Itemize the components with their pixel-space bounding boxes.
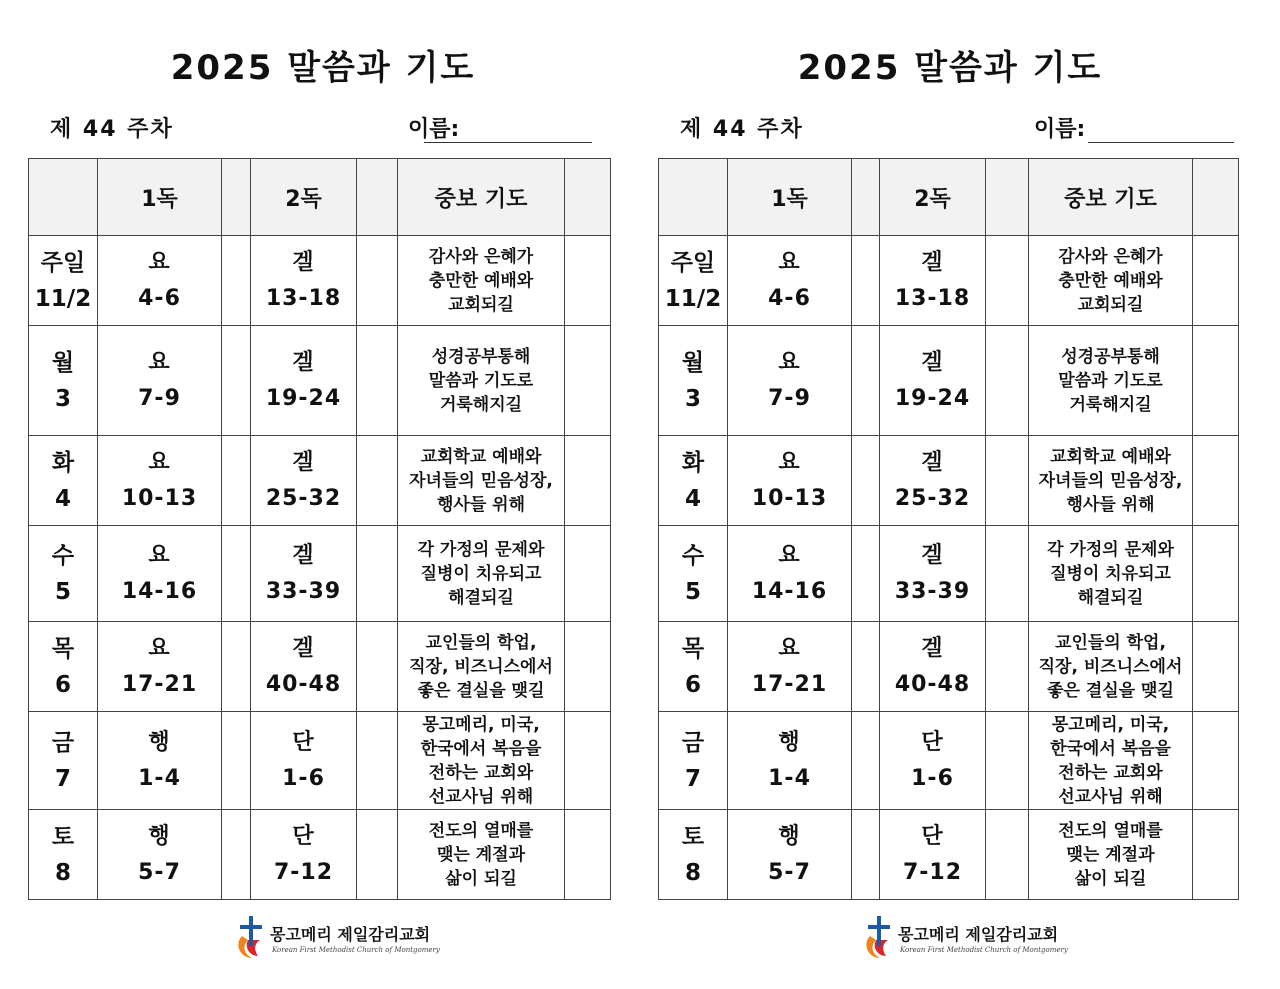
column-header xyxy=(852,159,880,236)
prayer-line: 교인들의 학업, xyxy=(425,632,537,653)
prayer-cell xyxy=(398,236,565,326)
reading-2-check xyxy=(986,436,1029,526)
prayer-check xyxy=(1193,236,1239,326)
prayer-line: 교인들의 학업, xyxy=(1055,632,1166,653)
day-cell xyxy=(659,712,728,810)
reading-2-check xyxy=(357,526,398,622)
prayer-line: 해결되길 xyxy=(448,587,514,608)
prayer-line: 감사와 은혜가 xyxy=(428,246,534,267)
reading-2-book: 단 xyxy=(292,823,315,849)
reading-1-range: 10-13 xyxy=(751,485,828,511)
prayer-line: 감사와 은혜가 xyxy=(1058,246,1163,267)
day-cell xyxy=(29,436,98,526)
prayer-line: 한국에서 복음을 xyxy=(1050,738,1171,759)
day-cell xyxy=(29,526,98,622)
reading-table xyxy=(28,158,611,900)
day-cell xyxy=(29,326,98,436)
reading-2-range: 33-39 xyxy=(894,578,971,604)
table-row xyxy=(659,810,1239,900)
prayer-line: 교회되길 xyxy=(448,294,514,315)
reading-2-range: 13-18 xyxy=(265,285,342,311)
day-date: 5 xyxy=(684,578,701,605)
reading-1-cell xyxy=(98,526,222,622)
reading-1-cell xyxy=(98,326,222,436)
prayer-line: 몽고메리, 미국, xyxy=(1051,714,1170,735)
table-row xyxy=(29,326,611,436)
day-name: 목 xyxy=(51,635,75,662)
reading-1-cell xyxy=(728,622,852,712)
reading-1-book: 요 xyxy=(778,349,801,375)
day-date: 3 xyxy=(54,385,71,412)
reading-1-range: 14-16 xyxy=(751,578,828,604)
reading-1-check xyxy=(852,712,880,810)
reading-1-book: 요 xyxy=(148,449,171,475)
column-header: 중보 기도 xyxy=(398,159,565,236)
prayer-line: 전도의 열매를 xyxy=(428,820,534,841)
reading-2-range: 33-39 xyxy=(265,578,342,604)
column-header: 중보 기도 xyxy=(1029,159,1193,236)
table-body xyxy=(29,236,611,900)
prayer-line: 각 가정의 문제와 xyxy=(1047,539,1174,560)
day-cell xyxy=(659,526,728,622)
reading-1-book: 행 xyxy=(148,729,171,755)
reading-2-check xyxy=(986,326,1029,436)
reading-1-range: 5-7 xyxy=(768,859,811,885)
reading-1-check xyxy=(852,622,880,712)
reading-1-book: 요 xyxy=(778,542,801,568)
reading-1-check xyxy=(852,526,880,622)
reading-1-cell xyxy=(728,526,852,622)
day-name: 목 xyxy=(681,635,705,662)
day-name: 수 xyxy=(51,542,75,569)
reading-2-range: 19-24 xyxy=(265,385,342,411)
reading-1-cell xyxy=(728,712,852,810)
reading-1-cell xyxy=(98,236,222,326)
table-body xyxy=(659,236,1239,900)
reading-1-range: 17-21 xyxy=(121,671,198,697)
prayer-check xyxy=(1193,326,1239,436)
day-cell xyxy=(29,712,98,810)
reading-2-book: 겔 xyxy=(921,249,944,275)
reading-1-check xyxy=(222,526,251,622)
prayer-check xyxy=(1193,526,1239,622)
reading-2-cell xyxy=(880,436,986,526)
prayer-check xyxy=(1193,712,1239,810)
reading-1-range: 1-4 xyxy=(138,765,181,791)
prayer-line: 자녀들의 믿음성장, xyxy=(1038,470,1183,491)
page-title: 2025 말씀과 기도 xyxy=(797,48,1103,88)
prayer-line: 교회학교 예배와 xyxy=(1050,446,1171,467)
prayer-check xyxy=(565,326,611,436)
reading-2-book: 겔 xyxy=(921,349,944,375)
day-name: 주일 xyxy=(670,249,716,276)
reading-2-check xyxy=(986,526,1029,622)
reading-2-range: 40-48 xyxy=(894,671,971,697)
reading-2-cell xyxy=(880,810,986,900)
church-logo-icon xyxy=(860,914,900,962)
prayer-line: 충만한 예배와 xyxy=(1058,270,1163,291)
day-cell xyxy=(659,810,728,900)
column-header xyxy=(659,159,728,236)
prayer-line: 행사들 위해 xyxy=(1066,494,1155,515)
prayer-line: 교회되길 xyxy=(1077,294,1144,315)
prayer-line: 몽고메리, 미국, xyxy=(422,714,540,735)
prayer-cell xyxy=(398,712,565,810)
name-label: 이름: xyxy=(408,117,460,142)
day-cell xyxy=(659,236,728,326)
prayer-line: 좋은 결실을 맺길 xyxy=(1047,680,1174,701)
prayer-line: 좋은 결실을 맺길 xyxy=(417,680,545,701)
reading-2-check xyxy=(357,236,398,326)
prayer-line: 교회학교 예배와 xyxy=(420,446,542,467)
table-row xyxy=(29,622,611,712)
day-date: 4 xyxy=(54,485,71,512)
reading-2-range: 1-6 xyxy=(282,765,325,791)
prayer-cell xyxy=(1029,436,1193,526)
reading-2-cell xyxy=(251,712,357,810)
week-label: 제 44 주차 xyxy=(680,117,804,142)
name-underline xyxy=(1088,142,1234,143)
table-row xyxy=(29,526,611,622)
reading-1-range: 5-7 xyxy=(138,859,181,885)
prayer-check xyxy=(565,712,611,810)
reading-1-cell xyxy=(98,712,222,810)
prayer-line: 성경공부통해 xyxy=(431,346,531,367)
day-date: 8 xyxy=(54,859,71,886)
reading-2-book: 겔 xyxy=(292,449,315,475)
reading-2-check xyxy=(357,622,398,712)
prayer-cell xyxy=(398,526,565,622)
reading-1-range: 14-16 xyxy=(121,578,198,604)
day-date: 4 xyxy=(684,485,701,512)
prayer-cell xyxy=(398,622,565,712)
reading-2-book: 겔 xyxy=(921,635,944,661)
reading-1-cell xyxy=(98,622,222,712)
table-row xyxy=(29,236,611,326)
reading-2-check xyxy=(357,326,398,436)
day-name: 토 xyxy=(51,823,75,850)
reading-1-check xyxy=(222,712,251,810)
prayer-check xyxy=(565,622,611,712)
prayer-line: 전하는 교회와 xyxy=(428,762,534,783)
reading-2-range: 7-12 xyxy=(902,859,963,885)
column-header xyxy=(222,159,251,236)
reading-2-cell xyxy=(880,622,986,712)
reading-1-book: 요 xyxy=(778,449,801,475)
reading-1-book: 요 xyxy=(148,635,171,661)
prayer-line: 자녀들의 믿음성장, xyxy=(409,470,553,491)
prayer-line: 행사들 위해 xyxy=(436,494,526,515)
day-name: 토 xyxy=(681,823,705,850)
table-row xyxy=(659,326,1239,436)
reading-1-book: 요 xyxy=(148,349,171,375)
reading-1-range: 4-6 xyxy=(768,285,811,311)
day-cell xyxy=(29,622,98,712)
reading-1-cell xyxy=(728,810,852,900)
reading-2-book: 겔 xyxy=(921,542,944,568)
reading-2-check xyxy=(986,236,1029,326)
reading-1-cell xyxy=(98,436,222,526)
name-underline xyxy=(424,142,592,143)
day-cell xyxy=(659,326,728,436)
reading-1-check xyxy=(222,436,251,526)
table-row xyxy=(29,810,611,900)
reading-1-range: 10-13 xyxy=(121,485,198,511)
reading-2-book: 겔 xyxy=(921,449,944,475)
day-date: 8 xyxy=(684,859,701,886)
prayer-check xyxy=(565,436,611,526)
name-label: 이름: xyxy=(1034,117,1086,142)
reading-1-range: 1-4 xyxy=(768,765,811,791)
day-name: 월 xyxy=(51,349,75,376)
reading-1-cell xyxy=(728,236,852,326)
reading-1-book: 요 xyxy=(148,249,171,275)
prayer-line: 삶이 되길 xyxy=(1074,868,1147,889)
reading-1-cell xyxy=(728,436,852,526)
prayer-cell xyxy=(1029,810,1193,900)
prayer-line: 직장, 비즈니스에서 xyxy=(409,656,553,677)
day-date: 5 xyxy=(54,578,71,605)
column-header: 1독 xyxy=(98,159,222,236)
reading-1-cell xyxy=(98,810,222,900)
prayer-line: 해결되길 xyxy=(1077,587,1144,608)
day-cell xyxy=(29,810,98,900)
prayer-check xyxy=(1193,810,1239,900)
reading-1-book: 요 xyxy=(148,542,171,568)
reading-1-check xyxy=(222,236,251,326)
day-cell xyxy=(659,436,728,526)
reading-2-book: 겔 xyxy=(292,542,315,568)
column-header xyxy=(1193,159,1239,236)
day-name: 금 xyxy=(51,729,75,756)
reading-2-cell xyxy=(251,526,357,622)
reading-2-cell xyxy=(251,810,357,900)
column-header: 1독 xyxy=(728,159,852,236)
prayer-line: 충만한 예배와 xyxy=(428,270,534,291)
prayer-line: 선교사님 위해 xyxy=(1058,786,1163,807)
day-date: 7 xyxy=(684,765,701,792)
reading-2-book: 단 xyxy=(292,729,315,755)
prayer-line: 질병이 치유되고 xyxy=(420,563,542,584)
table-row xyxy=(659,526,1239,622)
reading-2-cell xyxy=(251,622,357,712)
day-date: 6 xyxy=(54,671,71,698)
prayer-line: 전하는 교회와 xyxy=(1058,762,1163,783)
reading-2-range: 19-24 xyxy=(894,385,971,411)
reading-2-cell xyxy=(251,236,357,326)
reading-2-cell xyxy=(880,236,986,326)
table-row xyxy=(659,622,1239,712)
prayer-check xyxy=(1193,622,1239,712)
church-subtitle: Korean First Methodist Church of Montgomery xyxy=(272,946,440,954)
table-header-row xyxy=(29,159,611,236)
column-header xyxy=(29,159,98,236)
day-cell xyxy=(659,622,728,712)
reading-2-book: 겔 xyxy=(292,349,315,375)
column-header: 2독 xyxy=(251,159,357,236)
church-logo xyxy=(860,910,1068,966)
reading-2-check xyxy=(986,712,1029,810)
prayer-line: 선교사님 위해 xyxy=(428,786,534,807)
day-date: 3 xyxy=(684,385,701,412)
reading-2-range: 40-48 xyxy=(265,671,342,697)
table-header-row xyxy=(659,159,1239,236)
church-name: 몽고메리 제일감리교회 xyxy=(898,925,1059,944)
week-label: 제 44 주차 xyxy=(50,117,174,142)
sheet-left xyxy=(28,0,618,989)
prayer-line: 맺는 계절과 xyxy=(1066,844,1155,865)
reading-2-check xyxy=(357,712,398,810)
prayer-line: 말씀과 기도로 xyxy=(1058,370,1163,391)
reading-2-cell xyxy=(251,436,357,526)
table-row xyxy=(29,712,611,810)
church-name: 몽고메리 제일감리교회 xyxy=(270,925,431,944)
prayer-check xyxy=(565,236,611,326)
prayer-check xyxy=(565,810,611,900)
reading-2-book: 단 xyxy=(921,729,944,755)
prayer-line: 성경공부통해 xyxy=(1061,346,1160,367)
day-name: 주일 xyxy=(40,249,86,276)
reading-1-book: 요 xyxy=(778,249,801,275)
prayer-line: 거룩해지길 xyxy=(439,394,523,415)
prayer-line: 맺는 계절과 xyxy=(436,844,526,865)
reading-1-check xyxy=(852,236,880,326)
day-date: 11/2 xyxy=(34,285,92,312)
column-header xyxy=(986,159,1029,236)
prayer-check xyxy=(1193,436,1239,526)
reading-1-check xyxy=(222,326,251,436)
day-name: 수 xyxy=(681,542,705,569)
prayer-cell xyxy=(398,810,565,900)
prayer-line: 질병이 치유되고 xyxy=(1050,563,1171,584)
reading-2-cell xyxy=(251,326,357,436)
prayer-line: 삶이 되길 xyxy=(445,868,517,889)
reading-table xyxy=(658,158,1239,900)
reading-1-book: 행 xyxy=(778,823,801,849)
reading-2-range: 13-18 xyxy=(894,285,971,311)
reading-2-book: 겔 xyxy=(292,249,315,275)
reading-1-check xyxy=(852,326,880,436)
reading-2-check xyxy=(986,810,1029,900)
reading-1-check xyxy=(852,810,880,900)
sheet-right xyxy=(658,0,1242,989)
column-header xyxy=(565,159,611,236)
reading-2-cell xyxy=(880,526,986,622)
reading-1-range: 7-9 xyxy=(768,385,811,411)
church-logo xyxy=(232,910,440,966)
day-name: 화 xyxy=(681,449,705,476)
day-date: 11/2 xyxy=(664,285,722,312)
table-row xyxy=(659,436,1239,526)
reading-2-range: 25-32 xyxy=(894,485,971,511)
day-name: 월 xyxy=(681,349,705,376)
reading-2-book: 겔 xyxy=(292,635,315,661)
prayer-line: 한국에서 복음을 xyxy=(420,738,542,759)
church-subtitle: Korean First Methodist Church of Montgomery xyxy=(900,946,1068,954)
prayer-check xyxy=(565,526,611,622)
prayer-cell xyxy=(1029,236,1193,326)
prayer-line: 전도의 열매를 xyxy=(1058,820,1163,841)
prayer-line: 각 가정의 문제와 xyxy=(417,539,545,560)
day-name: 화 xyxy=(51,449,75,476)
table-row xyxy=(659,236,1239,326)
prayer-line: 말씀과 기도로 xyxy=(428,370,534,391)
reading-2-check xyxy=(986,622,1029,712)
reading-2-cell xyxy=(880,712,986,810)
prayer-cell xyxy=(1029,622,1193,712)
column-header xyxy=(357,159,398,236)
table-row xyxy=(659,712,1239,810)
day-cell xyxy=(29,236,98,326)
table-row xyxy=(29,436,611,526)
page-title: 2025 말씀과 기도 xyxy=(170,48,476,88)
reading-2-check xyxy=(357,810,398,900)
reading-1-check xyxy=(222,622,251,712)
reading-2-check xyxy=(357,436,398,526)
day-date: 6 xyxy=(684,671,701,698)
reading-1-range: 7-9 xyxy=(138,385,181,411)
reading-1-book: 행 xyxy=(778,729,801,755)
reading-2-cell xyxy=(880,326,986,436)
prayer-cell xyxy=(1029,326,1193,436)
reading-1-range: 4-6 xyxy=(138,285,181,311)
day-date: 7 xyxy=(54,765,71,792)
reading-2-range: 1-6 xyxy=(911,765,954,791)
reading-2-range: 25-32 xyxy=(265,485,342,511)
prayer-cell xyxy=(398,326,565,436)
church-logo-icon xyxy=(232,914,272,962)
reading-2-range: 7-12 xyxy=(273,859,334,885)
prayer-line: 직장, 비즈니스에서 xyxy=(1038,656,1183,677)
prayer-cell xyxy=(398,436,565,526)
reading-1-book: 행 xyxy=(148,823,171,849)
day-name: 금 xyxy=(681,729,705,756)
prayer-cell xyxy=(1029,526,1193,622)
prayer-cell xyxy=(1029,712,1193,810)
reading-1-cell xyxy=(728,326,852,436)
prayer-line: 거룩해지길 xyxy=(1069,394,1152,415)
reading-1-book: 요 xyxy=(778,635,801,661)
reading-2-book: 단 xyxy=(921,823,944,849)
column-header: 2독 xyxy=(880,159,986,236)
reading-1-check xyxy=(222,810,251,900)
reading-1-check xyxy=(852,436,880,526)
reading-1-range: 17-21 xyxy=(751,671,828,697)
